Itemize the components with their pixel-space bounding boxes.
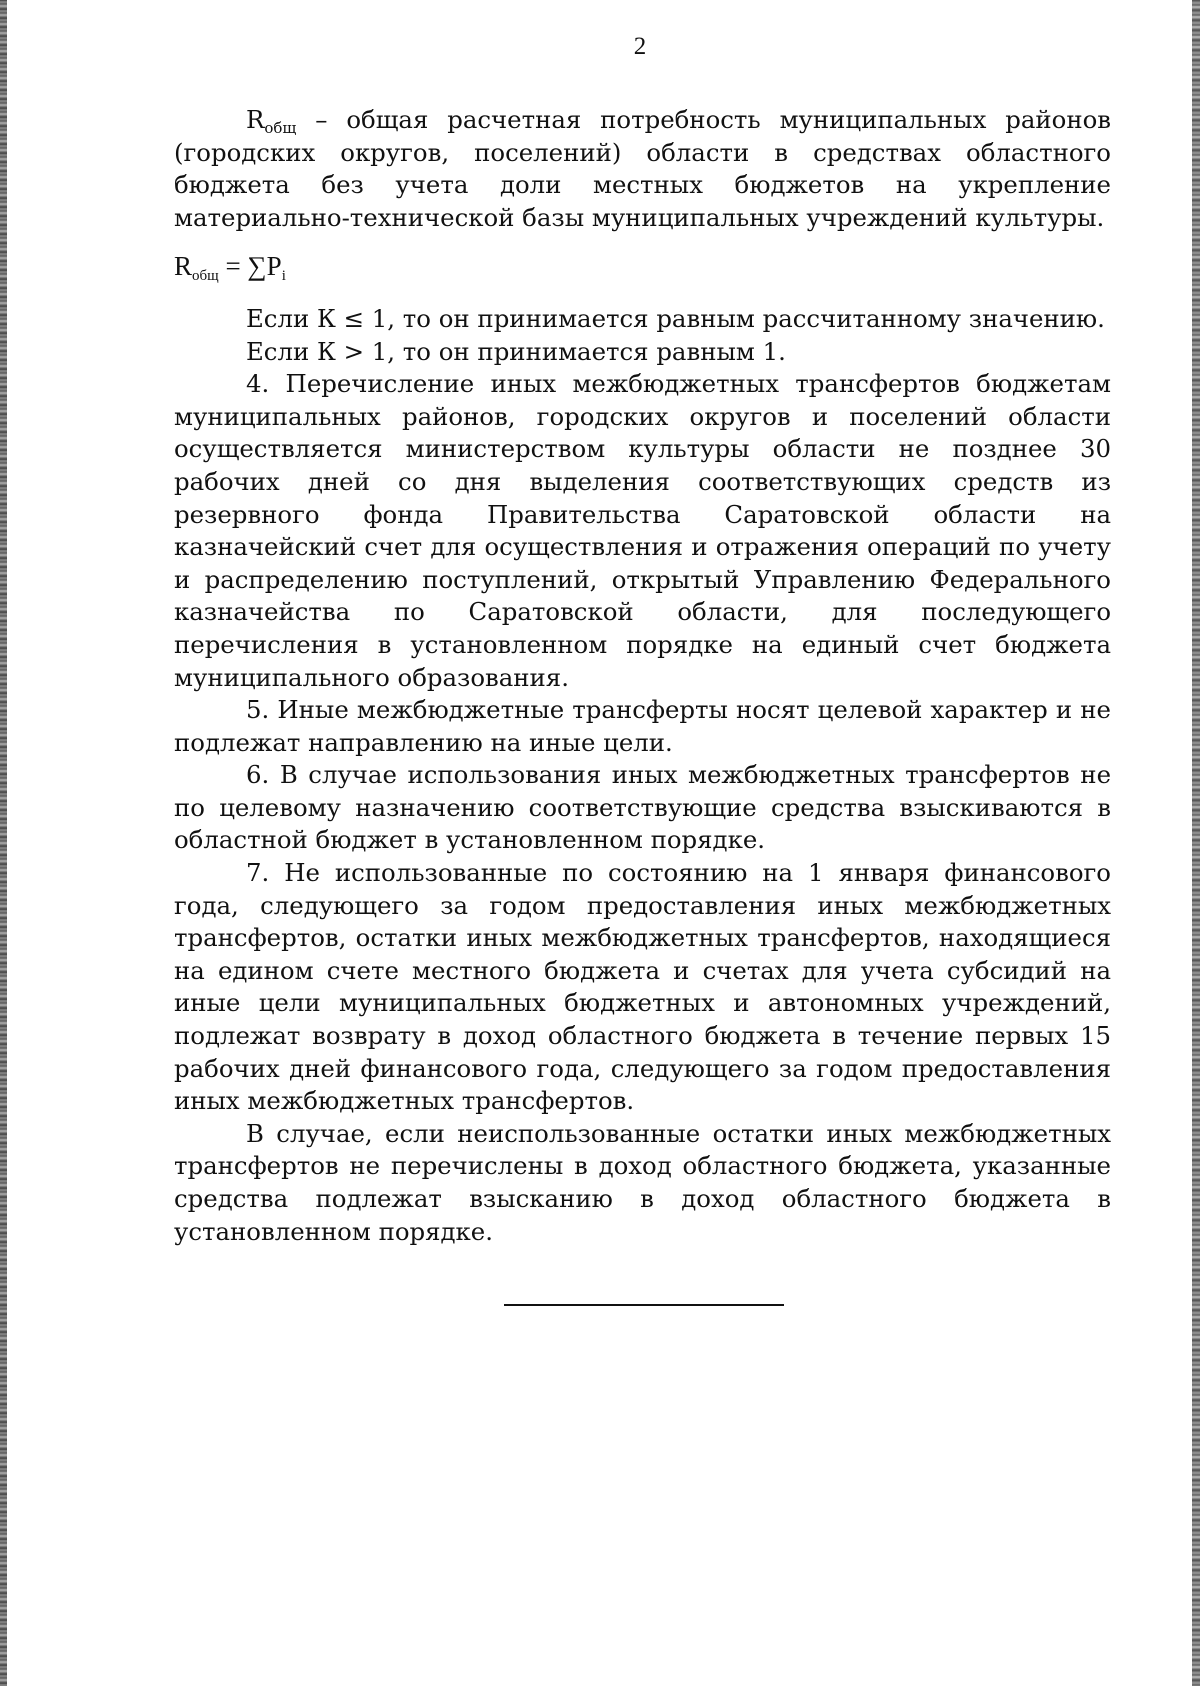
- formula-right-subscript: i: [281, 268, 286, 285]
- paragraph-item-4: 4. Перечисление иных межбюджетных трансфертов бюджетам муниципальных районов, городских округов и поселений области осуществляется министерством культуры области не позднее 30 рабочих дней со дня выделения соответствующих средств из резервного фонда Правительства Саратовской области на казначейский счет для осуществления и отражения операций по учету и распределению поступлений, открытый Управлению Федерального казначейства по Саратовской области, для последующего перечисления в установленном порядке на единый счет бюджета муниципального образования.: [174, 369, 1111, 692]
- definition-subscript: общ: [264, 119, 297, 137]
- formula-left-symbol: R: [174, 251, 193, 282]
- paragraph-k-gt-1: Если К > 1, то он принимается равным 1.: [246, 336, 786, 366]
- paragraph-unused-remainders: В случае, если неиспользованные остатки иных межбюджетных трансфертов не перечислены в доход областного бюджета, указанные средства подлежат взысканию в доход областного бюджета в установленном порядке.: [174, 1118, 1111, 1246]
- document-body: [174, 104, 1111, 1248]
- formula: [174, 250, 1111, 283]
- closing-separator-line: [504, 1304, 784, 1306]
- definition-symbol: R: [246, 105, 265, 134]
- page-number: 2: [633, 33, 647, 60]
- scan-edge-right: [1192, 0, 1200, 1686]
- paragraph-item-5: 5. Иные межбюджетные трансферты носят целевой характер и не подлежат направлению на иные цели.: [174, 695, 1111, 757]
- definition-text: – общая расчетная потребность муниципальных районов (городских округов, поселений) области в средствах областного бюджета без учета доли местных бюджетов на укрепление материально-технической базы муниципальных учреждений культуры.: [174, 105, 1111, 232]
- definition-paragraph: [174, 104, 1111, 234]
- paragraph-item-7: 7. Не использованные по состоянию на 1 января финансового года, следующего за годом предоставления иных межбюджетных трансфертов, остатки иных межбюджетных трансфертов, находящиеся на едином счете местного бюджета и счетах для учета субсидий на иные цели муниципальных бюджетных и автономных учреждений, подлежат возврату в доход областного бюджета в течение первых 15 рабочих дней финансового года, следующего за годом предоставления иных межбюджетных трансфертов.: [174, 858, 1111, 1116]
- scan-edge-left: [0, 0, 7, 1686]
- formula-left-subscript: общ: [192, 268, 219, 285]
- formula-right: = ∑P: [218, 251, 282, 282]
- paragraph-k-le-1: Если К ≤ 1, то он принимается равным рассчитанному значению.: [246, 303, 1105, 333]
- paragraph-item-6: 6. В случае использования иных межбюджетных трансфертов не по целевому назначению соответствующие средства взыскиваются в областной бюджет в установленном порядке.: [174, 760, 1111, 855]
